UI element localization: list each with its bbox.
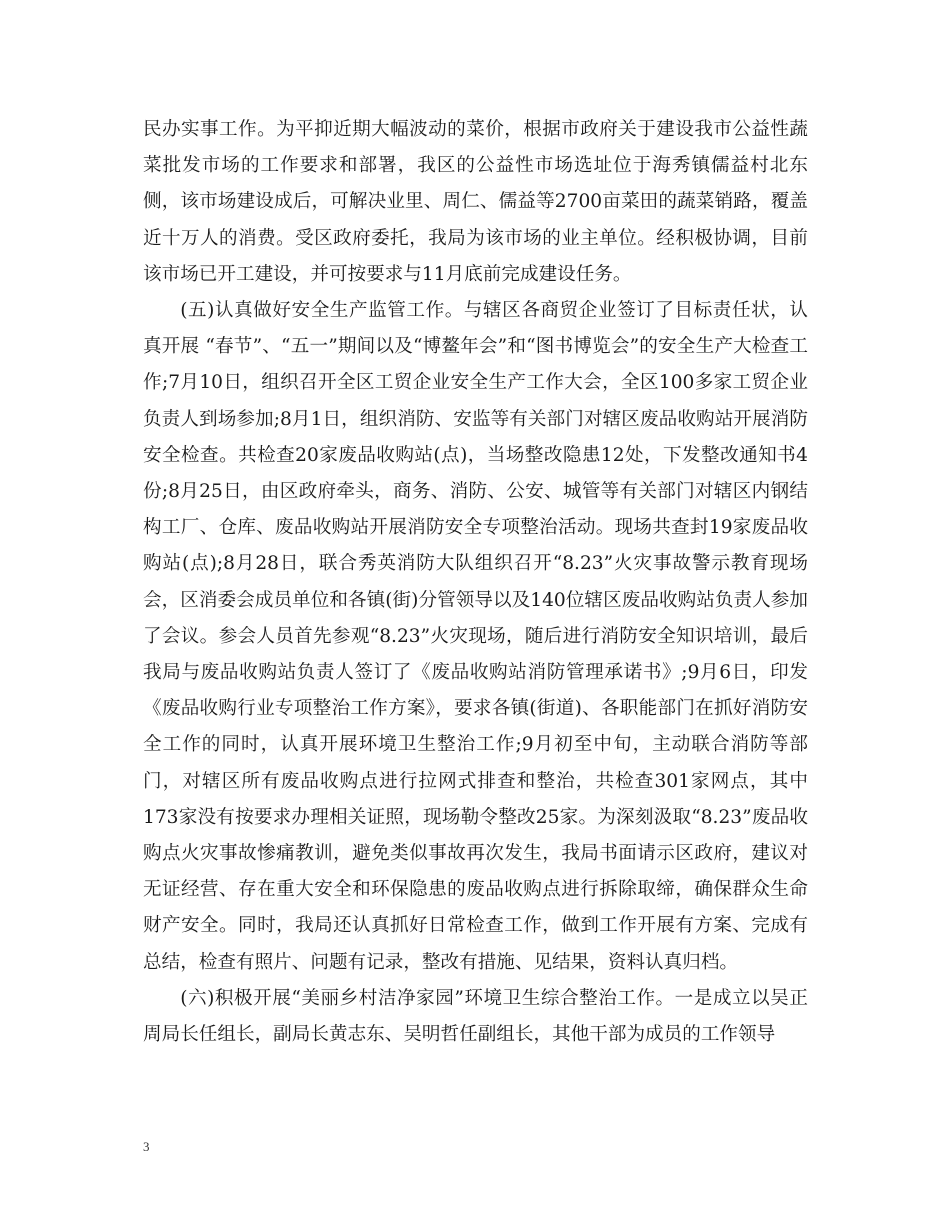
- paragraph-market-construction: 民办实事工作。为平抑近期大幅波动的菜价，根据市政府关于建设我市公益性蔬菜批发市场的工作要求和部署，我区的公益性市场选址位于海秀镇儒益村北东侧，该市场建设成后，可解决业里、周仁、儒益等2700亩菜田的蔬菜销路，覆盖近十万人的消费。受区政府委托，我局为该市场的业主单位。经积极协调，目前该市场已开工建设，并可按要求与11月底前完成建设任务。: [143, 119, 808, 285]
- paragraph-safety-supervision: (五)认真做好安全生产监管工作。与辖区各商贸企业签订了目标责任状，认真开展 “春节”、“五一”期间以及“博鳌年会”和“图书博览会”的安全生产大检查工作;7月10日，组织召开全区工贸企业安全生产工作大会，全区100多家工贸企业负责人到场参加;8月1日，组织消防、安监等有关部门对辖区废品收购站开展消防安全检查。共检查20家废品收购站(点)，当场整改隐患12处，下发整改通知书4份;8月25日，由区政府牵头，商务、消防、公安、城管等有关部门对辖区内钢结构工厂、仓库、废品收购站开展消防安全专项整治活动。现场共查封19家废品收购站(点);8月28日，联合秀英消防大队组织召开“8.23”火灾事故警示教育现场会，区消委会成员单位和各镇(街)分管领导以及140位辖区废品收购站负责人参加了会议。参会人员首先参观“8.23”火灾现场，随后进行消防安全知识培训，最后我局与废品收购站负责人签订了《废品收购站消防管理承诺书》;9月6日，印发《废品收购行业专项整治工作方案》，要求各镇(街道)、各职能部门在抓好消防安全工作的同时，认真开展环境卫生整治工作;9月初至中旬，主动联合消防等部门，对辖区所有废品收购点进行拉网式排查和整治，共检查301家网点，其中173家没有按要求办理相关证照，现场勒令整改25家。为深刻汲取“8.23”废品收购点火灾事故惨痛教训，避免类似事故再次发生，我局书面请示区政府，建议对无证经营、存在重大安全和环保隐患的废品收购点进行拆除取缔，确保群众生命财产安全。同时，我局还认真抓好日常检查工作，做到工作开展有方案、完成有总结，检查有照片、问题有记录，整改有措施、见结果，资料认真归档。: [143, 300, 808, 973]
- paragraph-environment-campaign: (六)积极开展“美丽乡村洁净家园”环境卫生综合整治工作。一是成立以吴正周局长任组长，副局长黄志东、吴明哲任副组长，其他干部为成员的工作领导: [143, 987, 808, 1046]
- page-number: 3: [143, 1139, 150, 1154]
- document-body: [143, 112, 808, 1053]
